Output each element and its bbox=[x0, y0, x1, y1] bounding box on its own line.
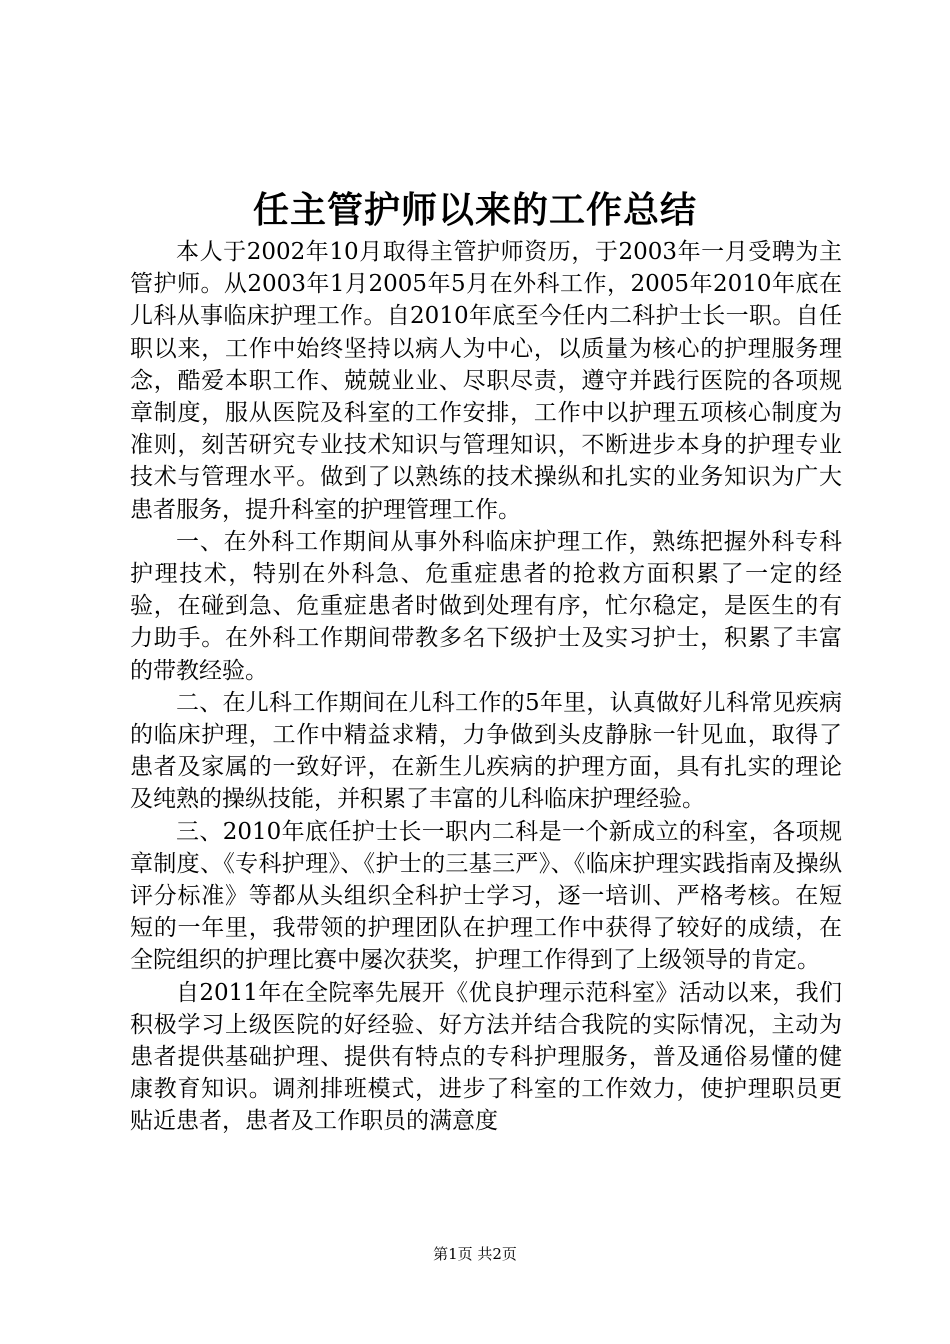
document-body bbox=[130, 236, 842, 1138]
paragraph-surgery: 一、在外科工作期间从事外科临床护理工作，熟练把握外科专科护理技术，特别在外科急、危重症患者的抢救方面积累了一定的经验，在碰到急、危重症患者时做到处理有序，忙尔稳定，是医生的有力助手。在外科工作期间带教多名下级护士及实习护士，积累了丰富的带教经验。 bbox=[130, 528, 842, 684]
page-number: 第1页 共2页 bbox=[433, 1245, 517, 1263]
paragraph-pediatrics: 二、在儿科工作期间在儿科工作的5年里，认真做好儿科常见疾病的临床护理，工作中精益求精，力争做到头皮静脉一针见血，取得了患者及家属的一致好评，在新生儿疾病的护理方面，具有扎实的理论及纯熟的操纵技能，并积累了丰富的儿科临床护理经验。 bbox=[130, 689, 842, 813]
paragraph-head-nurse: 三、2010年底任护士长一职内二科是一个新成立的科室，各项规章制度、《专科护理》、《护士的三基三严》、《临床护理实践指南及操纵评分标准》等都从头组织全科护士学习，逐一培训、严格考核。在短短的一年里，我带领的护理团队在护理工作中获得了较好的成绩，在全院组织的护理比赛中屡次获奖，护理工作得到了上级领导的肯定。 bbox=[130, 818, 842, 974]
document-title: 任主管护师以来的工作总结 bbox=[252, 189, 697, 231]
paragraph-intro: 本人于2002年10月取得主管护师资历，于2003年一月受聘为主管护师。从2003年1月2005年5月在外科工作，2005年2010年底在儿科从事临床护理工作。自2010年底至今任内二科护士长一职。自任职以来，工作中始终坚持以病人为中心，以质量为核心的护理服务理念，酷爱本职工作、兢兢业业、尽职尽责，遵守并践行医院的各项规章制度，服从医院及科室的工作安排，工作中以护理五项核心制度为准则，刻苦研究专业技术知识与管理知识，不断进步本身的护理专业技术与管理水平。做到了以熟练的技术操纵和扎实的业务知识为广大患者服务，提升科室的护理管理工作。 bbox=[130, 239, 842, 523]
paragraph-quality-activity: 自2011年在全院率先展开《优良护理示范科室》活动以来，我们积极学习上级医院的好经验、好方法并结合我院的实际情况，主动为患者提供基础护理、提供有特点的专科护理服务，普及通俗易懂的健康教育知识。调剂排班模式，进步了科室的工作效力，使护理职员更贴近患者，患者及工作职员的满意度 bbox=[130, 979, 842, 1135]
